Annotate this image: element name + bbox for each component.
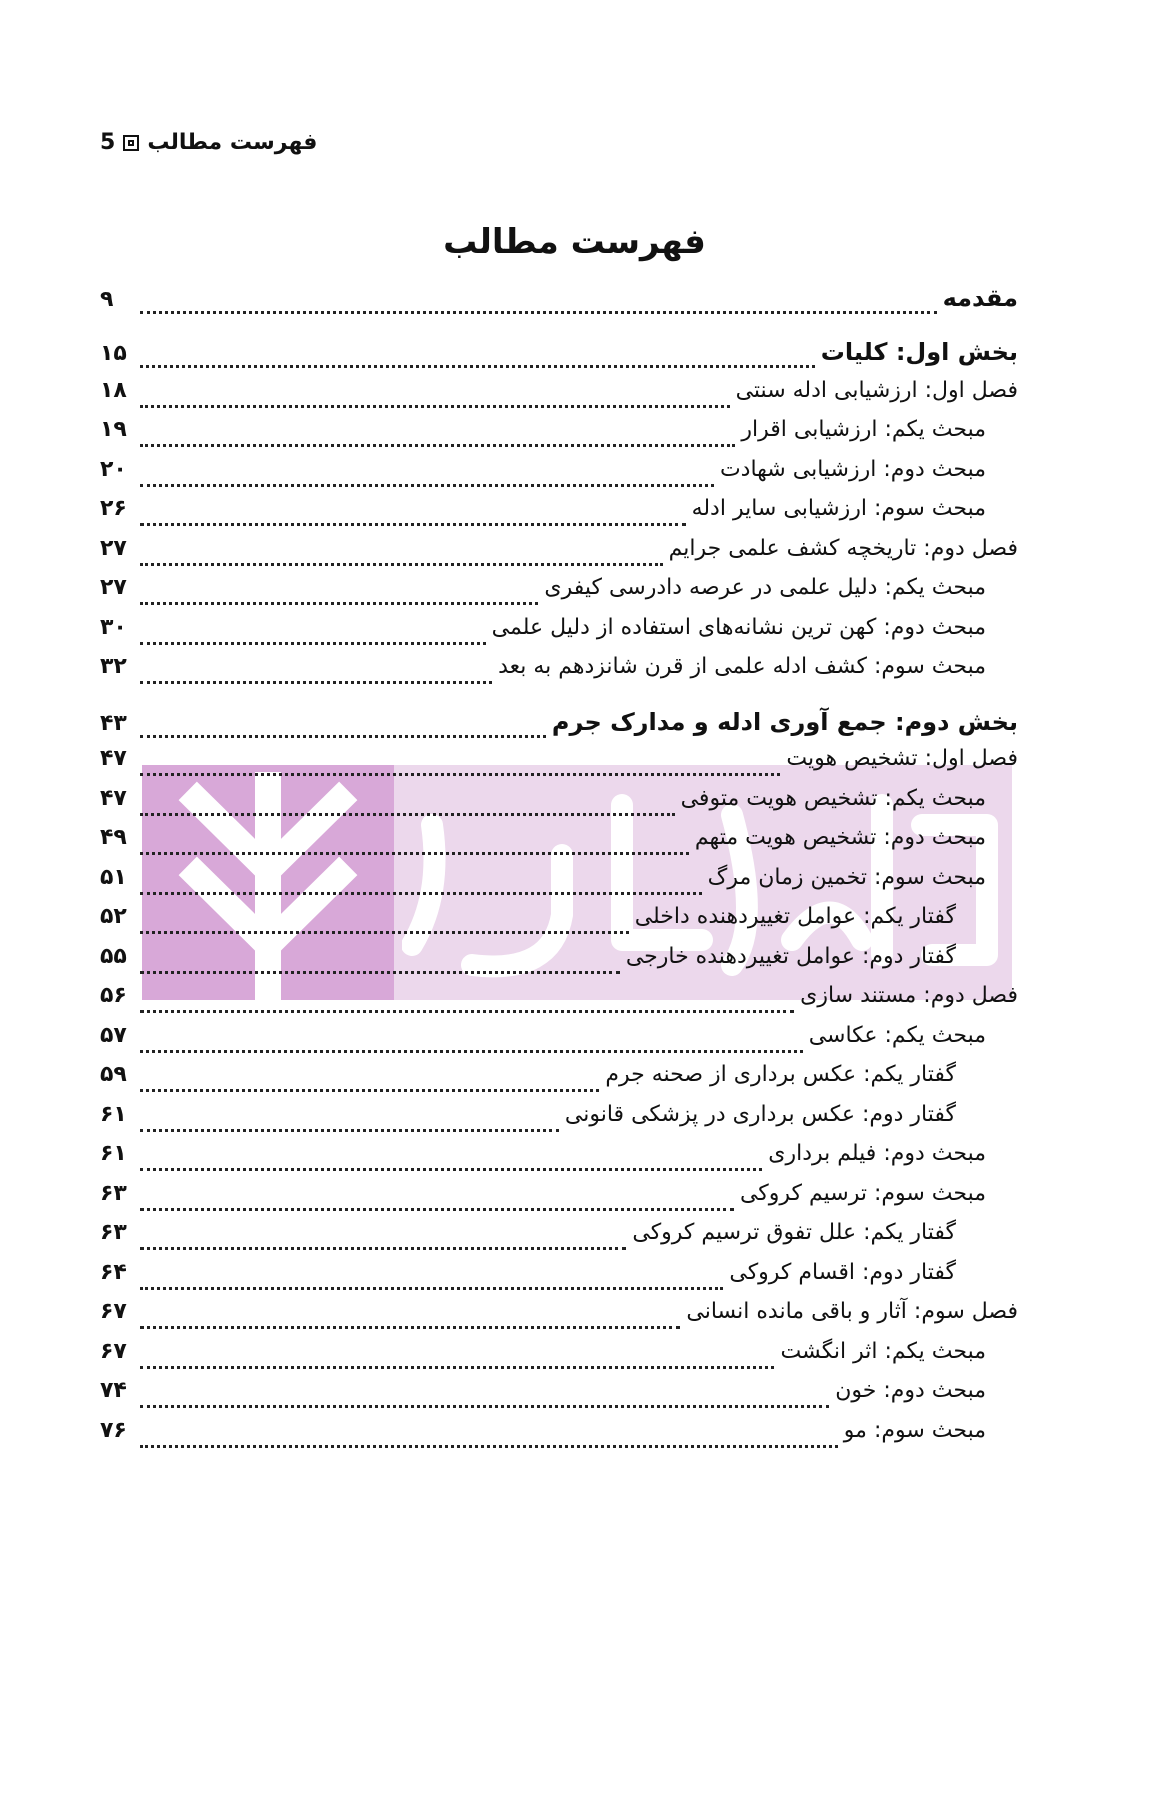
dot-leader	[140, 1445, 838, 1448]
dot-leader	[140, 1326, 680, 1329]
toc-entry-title: بخش دوم: جمع آوری ادله و مدارک جرم	[551, 708, 1018, 736]
page-title: فهرست مطالب	[443, 222, 706, 262]
toc-entry-title: بخش اول: کلیات	[820, 338, 1018, 366]
toc-entry	[100, 1023, 1018, 1063]
toc-entry-title: گفتار دوم: عکس برداری در پزشکی قانونی	[564, 1102, 956, 1127]
toc-entry-page: ۲۶	[100, 496, 127, 521]
toc-entry-page: ۴۳	[100, 711, 127, 736]
toc-entry-page: ۲۰	[100, 457, 127, 482]
toc-entry	[100, 496, 1018, 536]
dot-leader	[140, 1247, 626, 1250]
toc-entry-title: مبحث سوم: ارزشیابی سایر ادله	[691, 496, 986, 521]
toc-entry-title: مبحث دوم: کهن ترین نشانه‌های استفاده از دلیل علمی	[491, 615, 986, 640]
toc-entry-page: ۶۱	[100, 1141, 127, 1166]
toc-entry-title: فصل سوم: آثار و باقی مانده انسانی	[686, 1299, 1018, 1324]
toc-entry-title: گفتار دوم: عوامل تغییردهنده خارجی	[625, 944, 956, 969]
toc-entry	[100, 1418, 1018, 1458]
toc-entry	[100, 654, 1018, 694]
dot-leader	[140, 681, 492, 684]
dot-leader	[140, 405, 730, 408]
dot-leader	[140, 971, 620, 974]
toc-entry-title: مبحث سوم: ترسیم کروکی	[739, 1181, 986, 1206]
dot-leader	[140, 931, 629, 934]
dot-leader	[140, 563, 663, 566]
dot-leader	[140, 1208, 734, 1211]
dot-leader	[140, 1168, 762, 1171]
toc-entry-page: ۴۷	[100, 746, 127, 771]
toc-entry-page: ۵۹	[100, 1062, 127, 1087]
toc-entry	[100, 865, 1018, 905]
dot-leader	[140, 1287, 723, 1290]
dot-leader	[140, 1405, 829, 1408]
dot-leader	[140, 813, 675, 816]
toc-entry-page: ۲۷	[100, 575, 127, 600]
toc-entry	[100, 1220, 1018, 1260]
toc-entry-title: فصل دوم: تاریخچه کشف علمی جرایم	[668, 536, 1018, 561]
toc-entry-title: مبحث یکم: ارزشیابی اقرار	[741, 417, 986, 442]
toc-entry-page: ۵۵	[100, 944, 127, 969]
toc-entry-page: ۲۷	[100, 536, 127, 561]
dot-leader	[140, 444, 735, 447]
toc-entry-title: گفتار یکم: عوامل تغییردهنده داخلی	[634, 904, 956, 929]
toc-entry-title: مقدمه	[942, 284, 1018, 312]
toc-entry-page: ۶۷	[100, 1339, 127, 1364]
dot-leader	[140, 365, 815, 368]
toc-entry-page: ۱۸	[100, 378, 127, 403]
toc-entry-title: مبحث یکم: اثر انگشت	[780, 1339, 986, 1364]
toc-entry-title: گفتار یکم: علل تفوق ترسیم کروکی	[632, 1220, 956, 1245]
running-header-title: فهرست مطالب	[147, 130, 318, 155]
page-number: 5	[100, 130, 116, 155]
toc-entry-title: فصل اول: ارزشیابی ادله سنتی	[735, 378, 1018, 403]
toc-entry-page: ۶۳	[100, 1181, 127, 1206]
dot-leader	[140, 311, 937, 314]
dot-leader	[140, 1089, 599, 1092]
toc-entry-page: ۵۱	[100, 865, 127, 890]
toc-entry	[100, 1299, 1018, 1339]
toc-entry	[100, 983, 1018, 1023]
square-ornament-icon	[123, 135, 139, 151]
toc-entry-title: گفتار دوم: اقسام کروکی	[729, 1260, 956, 1285]
toc-entry-page: ۵۶	[100, 983, 127, 1008]
dot-leader	[140, 523, 686, 526]
toc-entry-page: ۹	[100, 287, 114, 312]
dot-leader	[140, 1050, 803, 1053]
toc-entry-page: ۱۹	[100, 417, 127, 442]
toc-entry-page: ۱۵	[100, 341, 127, 366]
toc-entry	[100, 944, 1018, 984]
toc-entry	[100, 1260, 1018, 1300]
dot-leader	[140, 892, 702, 895]
toc-entry-title: مبحث دوم: ارزشیابی شهادت	[719, 457, 986, 482]
toc-entry	[100, 746, 1018, 786]
toc-entry	[100, 417, 1018, 457]
toc-entry	[100, 1378, 1018, 1418]
toc-entry-title: مبحث دوم: تشخیص هویت متهم	[694, 825, 986, 850]
toc-entry-title: مبحث سوم: کشف ادله علمی از قرن شانزدهم به بعد	[498, 654, 986, 679]
toc-entry	[100, 284, 1018, 324]
toc-entry-page: ۶۴	[100, 1260, 127, 1285]
toc-entry-title: فصل اول: تشخیص هویت	[786, 746, 1018, 771]
toc-entry-page: ۷۶	[100, 1418, 127, 1443]
toc-entry	[100, 825, 1018, 865]
toc-entry	[100, 1102, 1018, 1142]
toc-entry-page: ۶۷	[100, 1299, 127, 1324]
toc-entry-page: ۳۲	[100, 654, 127, 679]
dot-leader	[140, 735, 546, 738]
toc-entry-title: مبحث یکم: تشخیص هویت متوفی	[680, 786, 986, 811]
dot-leader	[140, 1129, 559, 1132]
toc-entry-page: ۴۷	[100, 786, 127, 811]
toc-entry	[100, 1141, 1018, 1181]
toc-entry	[100, 457, 1018, 497]
running-header	[100, 130, 317, 155]
toc-entry-page: ۴۹	[100, 825, 127, 850]
dot-leader	[140, 484, 714, 487]
dot-leader	[140, 773, 780, 776]
toc-entry	[100, 904, 1018, 944]
toc-entry-page: ۶۱	[100, 1102, 127, 1127]
toc-entry	[100, 575, 1018, 615]
toc-entry-title: گفتار یکم: عکس برداری از صحنه جرم	[605, 1062, 956, 1087]
toc-entry	[100, 1062, 1018, 1102]
toc-entry	[100, 1339, 1018, 1379]
toc-entry	[100, 786, 1018, 826]
dot-leader	[140, 602, 538, 605]
toc-entry-page: ۶۳	[100, 1220, 127, 1245]
toc-entry	[100, 615, 1018, 655]
toc-entry-page: ۷۴	[100, 1378, 127, 1403]
toc-entry-page: ۵۲	[100, 904, 127, 929]
toc-entry-title: فصل دوم: مستند سازی	[800, 983, 1018, 1008]
toc-entry-page: ۳۰	[100, 615, 127, 640]
toc-entry-title: مبحث یکم: عکاسی	[808, 1023, 986, 1048]
toc-entry-title: مبحث سوم: مو	[843, 1418, 986, 1443]
toc-entry-title: مبحث سوم: تخمین زمان مرگ	[707, 865, 986, 890]
toc-entry-page: ۵۷	[100, 1023, 127, 1048]
toc-entry-title: مبحث دوم: فیلم برداری	[768, 1141, 986, 1166]
toc-entry	[100, 1181, 1018, 1221]
toc-entry	[100, 338, 1018, 378]
dot-leader	[140, 1010, 794, 1013]
toc-entry	[100, 378, 1018, 418]
dot-leader	[140, 1366, 774, 1369]
dot-leader	[140, 642, 486, 645]
toc-entry-title: مبحث یکم: دلیل علمی در عرصه دادرسی کیفری	[544, 575, 986, 600]
toc-entry	[100, 536, 1018, 576]
toc-entry-title: مبحث دوم: خون	[835, 1378, 986, 1403]
toc-entry	[100, 708, 1018, 748]
dot-leader	[140, 852, 689, 855]
